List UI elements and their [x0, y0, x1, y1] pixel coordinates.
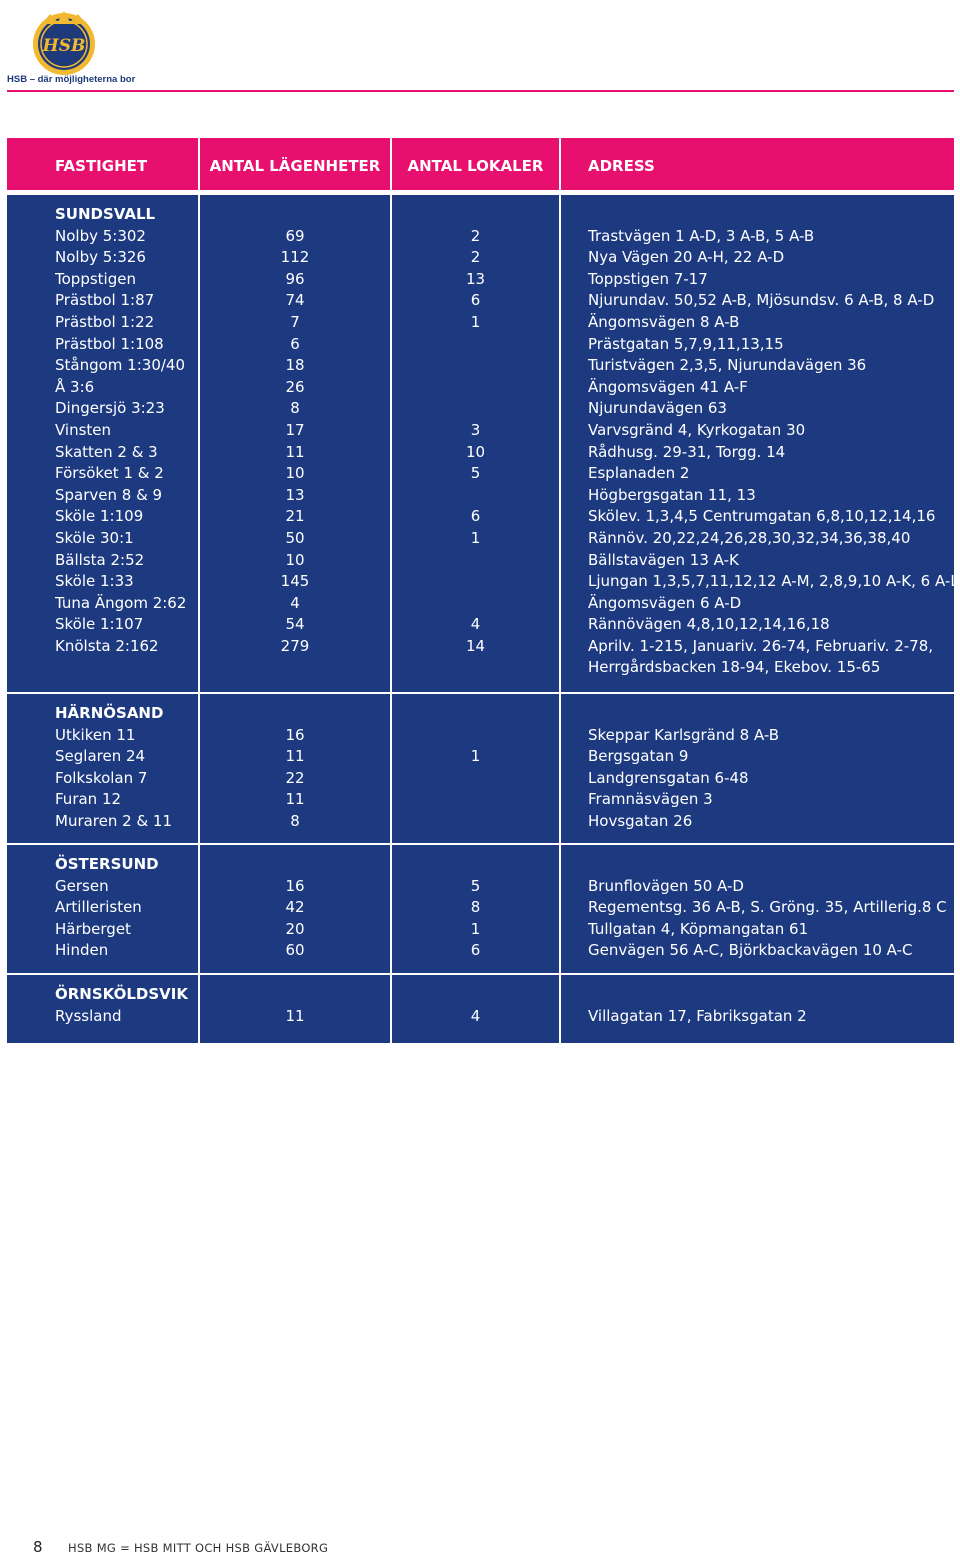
apartments-cell: 20 — [285, 919, 305, 938]
apartments-cell: 11 — [285, 442, 305, 461]
premises-cell — [392, 334, 559, 356]
apartments-cell: 16 — [285, 725, 305, 744]
apartments-cell: 6 — [290, 334, 300, 353]
apartments-cell: 7 — [290, 312, 300, 331]
header-apartments: ANTAL LÄGENHETER — [200, 138, 390, 190]
address-cell: Njurundav. 50,52 A-B, Mjösundsv. 6 A-B, 8 A-D — [588, 291, 935, 310]
premises-cell: 13 — [465, 269, 486, 288]
address-cell: Bällstavägen 13 A-K — [588, 550, 739, 569]
address-cell: Toppstigen 7-17 — [588, 269, 708, 288]
blank-line — [200, 204, 390, 226]
premises-cell: 6 — [470, 507, 481, 526]
premises-cell: 2 — [470, 248, 481, 267]
column-lines — [55, 204, 198, 679]
premises-cell — [392, 377, 559, 399]
column-lines — [588, 984, 954, 1027]
apartments-cell — [200, 657, 390, 679]
apartments-cell: 11 — [285, 790, 305, 809]
address-cell: Varvsgränd 4, Kyrkogatan 30 — [588, 420, 806, 439]
column-lines — [588, 854, 954, 962]
address-cell: Rännövägen 4,8,10,12,14,16,18 — [588, 615, 830, 634]
group-0-column-1 — [200, 195, 390, 692]
property-cell: Artilleristen — [55, 898, 142, 917]
apartments-cell: 16 — [285, 876, 305, 895]
apartments-cell: 50 — [285, 528, 305, 547]
group-2-column-0 — [7, 845, 198, 973]
group-0-column-2 — [392, 195, 559, 692]
address-cell: Bergsgatan 9 — [588, 747, 689, 766]
blank-line — [392, 984, 559, 1006]
apartments-cell: 96 — [285, 269, 305, 288]
premises-cell: 4 — [470, 1006, 481, 1025]
logo-text: HSB — [42, 36, 86, 56]
address-cell: Ängomsvägen 41 A-F — [588, 377, 748, 396]
column-lines — [588, 204, 959, 679]
property-cell: Muraren 2 & 11 — [55, 811, 173, 830]
premises-cell: 4 — [470, 615, 481, 634]
apartments-cell: 13 — [285, 485, 305, 504]
premises-cell: 10 — [465, 442, 486, 461]
property-cell: Gersen — [55, 876, 109, 895]
group-3-column-1 — [200, 975, 390, 1043]
apartments-cell: 112 — [280, 248, 310, 267]
address-cell: Rådhusg. 29-31, Torgg. 14 — [588, 442, 786, 461]
group-3-column-3 — [561, 975, 954, 1043]
blank-line — [588, 204, 954, 226]
premises-cell: 2 — [470, 226, 481, 245]
apartments-cell: 8 — [290, 811, 300, 830]
property-cell: Knölsta 2:162 — [55, 636, 159, 655]
property-cell: Nolby 5:302 — [55, 226, 146, 245]
address-cell: Skölev. 1,3,4,5 Centrumgatan 6,8,10,12,14,16 — [588, 507, 936, 526]
group-2-column-2 — [392, 845, 559, 973]
address-cell: Rännöv. 20,22,24,26,28,30,32,34,36,38,40 — [588, 528, 911, 547]
group-0-column-0 — [7, 195, 198, 692]
apartments-cell: 42 — [285, 898, 305, 917]
property-cell: Dingersjö 3:23 — [55, 399, 165, 418]
premises-cell — [392, 657, 559, 679]
apartments-cell: 17 — [285, 420, 305, 439]
property-cell: Folkskolan 7 — [55, 768, 148, 787]
blank-line — [392, 703, 559, 725]
column-lines — [392, 204, 559, 679]
column-lines — [200, 204, 390, 679]
address-cell: Regementsg. 36 A-B, S. Gröng. 35, Artillerig.8 C — [588, 898, 947, 917]
premises-cell: 6 — [470, 291, 481, 310]
premises-cell: 8 — [470, 898, 481, 917]
column-lines — [55, 854, 198, 962]
premises-cell — [392, 593, 559, 615]
address-cell: Herrgårdsbacken 18-94, Ekebov. 15-65 — [588, 658, 881, 677]
tagline: HSB – där möjligheterna bor — [7, 74, 136, 85]
apartments-cell: 54 — [285, 615, 305, 634]
premises-cell — [392, 789, 559, 811]
premises-cell: 1 — [470, 747, 481, 766]
header-divider — [7, 90, 954, 92]
blank-line — [392, 204, 559, 226]
property-cell: Hinden — [55, 941, 109, 960]
apartments-cell: 26 — [285, 377, 305, 396]
blank-line — [200, 984, 390, 1006]
apartments-cell: 18 — [285, 356, 305, 375]
address-cell: Tullgatan 4, Köpmangatan 61 — [588, 919, 809, 938]
property-cell: Försöket 1 & 2 — [55, 464, 164, 483]
apartments-cell: 22 — [285, 768, 305, 787]
property-cell: Skatten 2 & 3 — [55, 442, 158, 461]
apartments-cell: 11 — [285, 747, 305, 766]
column-lines — [200, 984, 390, 1027]
property-cell: Nolby 5:326 — [55, 248, 146, 267]
group-3-column-0 — [7, 975, 198, 1043]
apartments-cell: 60 — [285, 941, 305, 960]
property-cell: Toppstigen — [55, 269, 136, 288]
page-number: 8 — [33, 1538, 43, 1556]
column-lines — [55, 703, 198, 833]
property-cell: Utkiken 11 — [55, 725, 136, 744]
group-2-column-3 — [561, 845, 954, 973]
address-cell: Prästgatan 5,7,9,11,13,15 — [588, 334, 784, 353]
apartments-cell: 74 — [285, 291, 305, 310]
apartments-cell: 8 — [290, 399, 300, 418]
blank-line — [588, 984, 954, 1006]
column-lines — [392, 854, 559, 962]
premises-cell — [392, 398, 559, 420]
property-cell: Prästbol 1:108 — [55, 334, 164, 353]
hsb-logo — [28, 6, 100, 78]
group-1-column-2 — [392, 694, 559, 843]
apartments-cell: 21 — [285, 507, 305, 526]
group-3-column-2 — [392, 975, 559, 1043]
premises-cell: 14 — [465, 636, 486, 655]
premises-cell — [392, 550, 559, 572]
address-cell: Aprilv. 1-215, Januariv. 26-74, Februariv. 2-78, — [588, 636, 933, 655]
city-heading: HÄRNÖSAND — [55, 704, 164, 722]
address-cell: Esplanaden 2 — [588, 464, 690, 483]
property-cell: Sköle 30:1 — [55, 528, 134, 547]
address-cell: Trastvägen 1 A-D, 3 A-B, 5 A-B — [588, 226, 815, 245]
property-cell: Å 3:6 — [55, 377, 95, 396]
address-cell: Njurundavägen 63 — [588, 399, 727, 418]
premises-cell — [392, 355, 559, 377]
property-cell — [55, 657, 198, 679]
column-lines — [200, 703, 390, 833]
premises-cell — [392, 811, 559, 833]
property-cell: Sköle 1:33 — [55, 572, 134, 591]
premises-cell: 5 — [470, 464, 481, 483]
property-cell: Ryssland — [55, 1006, 122, 1025]
footer-text: HSB MG = HSB MITT OCH HSB GÄVLEBORG — [68, 1541, 329, 1555]
blank-line — [392, 854, 559, 876]
property-cell: Sköle 1:107 — [55, 615, 144, 634]
blank-line — [588, 854, 954, 876]
premises-cell — [392, 725, 559, 747]
group-2-column-1 — [200, 845, 390, 973]
address-cell: Villagatan 17, Fabriksgatan 2 — [588, 1006, 807, 1025]
premises-cell: 1 — [470, 919, 481, 938]
group-0-column-3 — [561, 195, 959, 692]
apartments-cell: 10 — [285, 464, 305, 483]
apartments-cell: 11 — [285, 1006, 305, 1025]
property-cell: Stångom 1:30/40 — [55, 356, 186, 375]
address-cell: Framnäsvägen 3 — [588, 790, 713, 809]
property-cell: Bällsta 2:52 — [55, 550, 145, 569]
address-cell: Ängomsvägen 6 A-D — [588, 593, 742, 612]
property-cell: Prästbol 1:87 — [55, 291, 155, 310]
header-property: FASTIGHET — [7, 138, 198, 190]
property-cell: Prästbol 1:22 — [55, 312, 155, 331]
header-address: ADRESS — [561, 138, 954, 190]
premises-cell: 3 — [470, 420, 481, 439]
address-cell: Turistvägen 2,3,5, Njurundavägen 36 — [588, 356, 867, 375]
city-heading: SUNDSVALL — [55, 205, 156, 223]
header-premises: ANTAL LOKALER — [392, 138, 559, 190]
apartments-cell: 69 — [285, 226, 305, 245]
address-cell: Högbergsgatan 11, 13 — [588, 485, 756, 504]
address-cell: Ängomsvägen 8 A-B — [588, 312, 740, 331]
city-heading: ÖSTERSUND — [55, 855, 159, 873]
address-cell: Genvägen 56 A-C, Björkbackavägen 10 A-C — [588, 941, 913, 960]
column-lines — [55, 984, 198, 1027]
apartments-cell: 279 — [280, 636, 310, 655]
address-cell: Landgrensgatan 6-48 — [588, 768, 749, 787]
property-cell: Sparven 8 & 9 — [55, 485, 163, 504]
group-1-column-0 — [7, 694, 198, 843]
premises-cell — [392, 768, 559, 790]
property-cell: Härberget — [55, 919, 131, 938]
column-lines — [588, 703, 954, 833]
premises-cell: 1 — [470, 528, 481, 547]
address-cell: Nya Vägen 20 A-H, 22 A-D — [588, 248, 785, 267]
property-cell: Furan 12 — [55, 790, 122, 809]
apartments-cell: 145 — [280, 572, 310, 591]
address-cell: Ljungan 1,3,5,7,11,12,12 A-M, 2,8,9,10 A-K, 6 A-L — [588, 572, 959, 591]
group-1-column-3 — [561, 694, 954, 843]
premises-cell: 5 — [470, 876, 481, 895]
premises-cell — [392, 485, 559, 507]
address-cell: Brunflovägen 50 A-D — [588, 876, 744, 895]
group-1-column-1 — [200, 694, 390, 843]
premises-cell: 1 — [470, 312, 481, 331]
blank-line — [200, 854, 390, 876]
blank-line — [588, 703, 954, 725]
premises-cell — [392, 571, 559, 593]
column-lines — [392, 984, 559, 1027]
city-heading: ÖRNSKÖLDSVIK — [55, 985, 188, 1003]
property-cell: Vinsten — [55, 420, 112, 439]
apartments-cell: 10 — [285, 550, 305, 569]
blank-line — [200, 703, 390, 725]
address-cell: Hovsgatan 26 — [588, 811, 693, 830]
apartments-cell: 4 — [290, 593, 300, 612]
column-lines — [392, 703, 559, 833]
property-cell: Tuna Ängom 2:62 — [55, 593, 187, 612]
column-lines — [200, 854, 390, 962]
property-cell: Seglaren 24 — [55, 747, 146, 766]
property-cell: Sköle 1:109 — [55, 507, 144, 526]
address-cell: Skeppar Karlsgränd 8 A-B — [588, 725, 780, 744]
premises-cell: 6 — [470, 941, 481, 960]
